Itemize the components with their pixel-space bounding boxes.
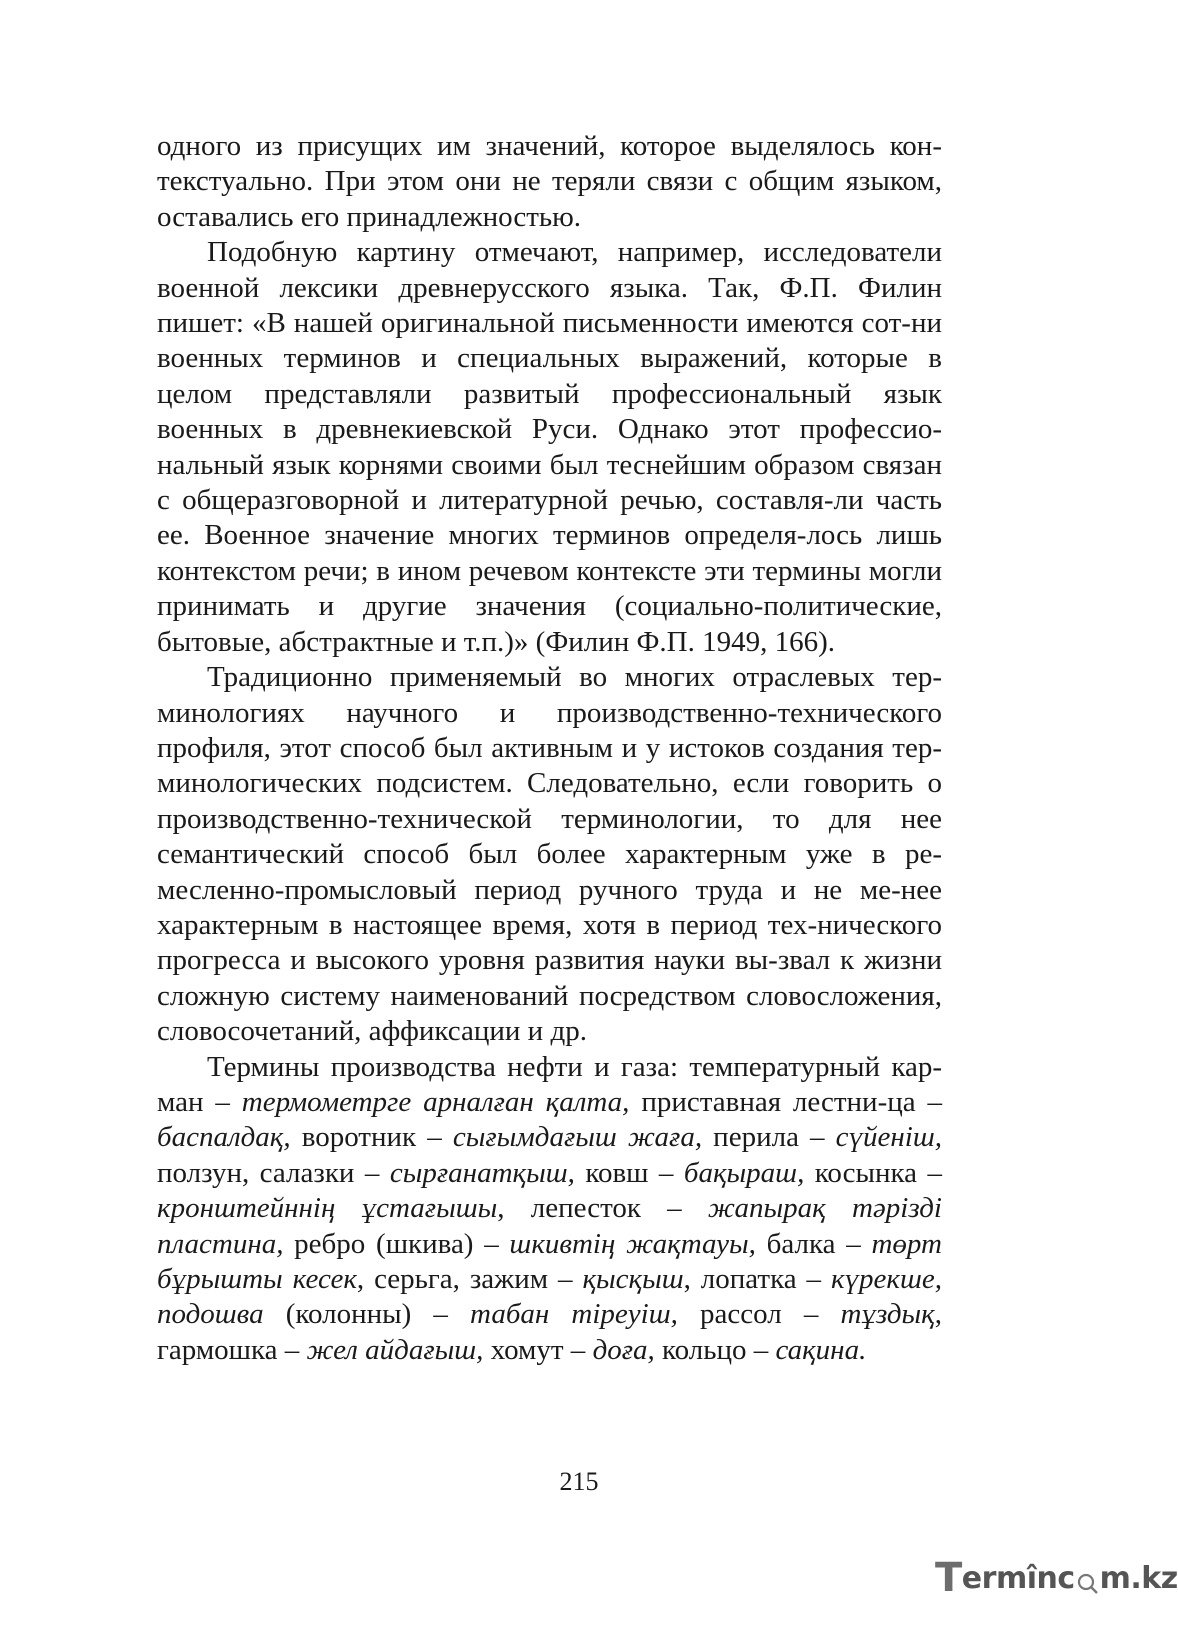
kazakh-term: төрт бұрышты кесек [157, 1227, 942, 1295]
text-segment: (колонны) – [263, 1298, 471, 1331]
kazakh-term: жел айдағыш, [306, 1333, 484, 1366]
text-segment: Традиционно применяемый во многих отраслевых тер-минологиях научного и производственно-технического профиля, этот способ был активным и у истоков создания тер-минологических подсистем. Следовательно, если говорить о производственно-технической терминологии, то для нее семантический способ был более характерным уже в ре-месленно-промысловый период ручного труда и не ме-нее характерным в настоящее время, хотя в период тех-нического прогресса и высокого уровня развития науки вы-звал к жизни сложную систему наименований посредством словосложения, словосочетаний, аффиксации и др. [157, 661, 942, 1048]
text-segment: ребро (шкива) – [283, 1227, 510, 1260]
text-segment: , серьга, зажим – [356, 1263, 583, 1295]
text-segment: перила – [702, 1121, 836, 1154]
watermark-first-letter: T [935, 1555, 962, 1601]
paragraph [157, 235, 942, 660]
text-segment: Термины производства нефти и газа: температурный кар-ман – [157, 1050, 942, 1118]
kazakh-term: сүйеніш, [835, 1121, 942, 1154]
site-watermark [935, 1555, 1178, 1601]
text-segment: , гармошка – [157, 1298, 942, 1366]
page-body [157, 129, 942, 1368]
paragraph [157, 129, 942, 235]
text-segment: балка – [755, 1227, 872, 1260]
text-segment: Подобную картину отмечают, например, исследователи военной лексики древнерусского языка. Так, Ф.П. Филин пишет: «В нашей оригинальной письменности имеются сот-ни военных терминов и специальных выражений, которые в целом представляли развитый профессиональный язык военных в древнекиевской Руси. Однако этот профессио-нальный язык корнями своими был теснейшим образом связан с общеразговорной и литературной речью, составля-ли часть ее. Военное значение многих терминов определя-лось лишь контекстом речи; в ином речевом контексте эти термины могли принимать и другие значения (социально-политические, бытовые, абстрактные и т.п.)» (Филин Ф.П. 1949, 166). [157, 236, 942, 658]
kazakh-term: тұздық [840, 1298, 935, 1331]
kazakh-term: бақыраш, [683, 1156, 805, 1189]
kazakh-term: қысқыш [582, 1263, 684, 1295]
kazakh-term: доға, [592, 1333, 655, 1366]
text-segment: косынка – [804, 1156, 942, 1189]
kazakh-term: сырғанатқыш, [389, 1156, 575, 1189]
kazakh-term: кронштейннің ұстағышы [157, 1192, 498, 1225]
text-segment: , лопатка – [683, 1263, 831, 1295]
text-segment: ползун, салазки – [157, 1156, 390, 1189]
paragraph [157, 1050, 942, 1369]
kazakh-term: шкивтің жақтауы, [509, 1227, 756, 1260]
paragraph [157, 660, 942, 1049]
text-segment: , лепесток – [497, 1192, 708, 1225]
watermark-text-b: m.kz [1099, 1560, 1178, 1596]
magnifier-icon [1077, 1567, 1099, 1589]
kazakh-term: табан тіреуіш, [470, 1298, 678, 1331]
text-segment: рассол – [677, 1298, 841, 1331]
text-segment: кольцо – [654, 1333, 776, 1366]
text-segment: ковш – [574, 1156, 684, 1189]
text-segment: воротник – [290, 1121, 453, 1154]
text-segment: приставная лестни-ца – [629, 1085, 942, 1118]
kazakh-term: баспалдақ, [157, 1121, 291, 1154]
kazakh-term: сақина. [775, 1333, 867, 1366]
kazakh-term: күрекше, подошва [157, 1263, 942, 1331]
watermark-text-a: ermînc [961, 1560, 1075, 1596]
text-segment: хомут – [483, 1333, 593, 1366]
kazakh-term: жапырақ тәрізді пластина, [157, 1192, 942, 1260]
page-number: 215 [559, 1467, 599, 1496]
text-segment: одного из присущих им значений, которое выделялось кон-текстуально. При этом они не теряли связи с общим языком, оставались его принадлежностью. [157, 130, 942, 233]
kazakh-term: сығымдағыш жаға, [452, 1121, 703, 1154]
kazakh-term: термометрге арналған қалта, [241, 1085, 630, 1118]
